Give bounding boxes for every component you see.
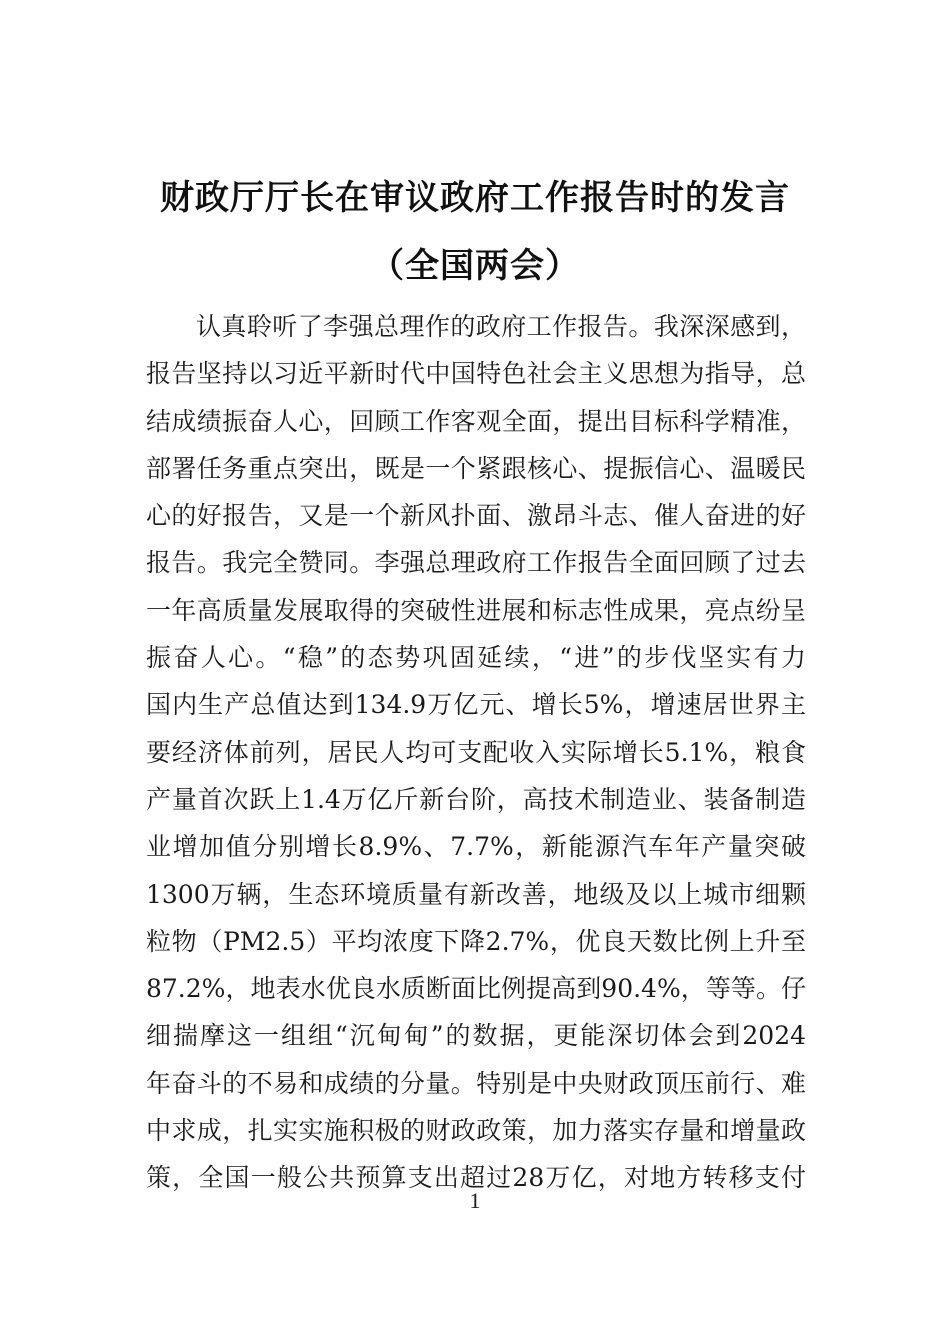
text-line: 要经济体前列，居民人均可支配收入实际增长5.1%，粮食 — [146, 737, 806, 767]
text-line: 产量首次跃上1.4万亿斤新台阶，高技术制造业、装备制造 — [146, 784, 806, 814]
text-line: 87.2%，地表水优良水质断面比例提高到90.4%，等等。仔 — [146, 974, 806, 1004]
text-line: 报告。我完全赞同。李强总理政府工作报告全面回顾了过去 — [146, 548, 806, 578]
text-line: 策，全国一般公共预算支出超过28万亿，对地方转移支付 — [146, 1163, 806, 1193]
text-line: 心的好报告，又是一个新风扑面、激昂斗志、催人奋进的好 — [146, 501, 806, 531]
text-line: 一年高质量发展取得的突破性进展和标志性成果，亮点纷呈 — [146, 595, 806, 625]
text-line: 中求成，扎实实施积极的财政政策，加力落实存量和增量政 — [146, 1116, 806, 1146]
text-line: 结成绩振奋人心，回顾工作客观全面，提出目标科学精准， — [146, 406, 806, 436]
document-subtitle: （全国两会） — [370, 246, 580, 286]
text-line: 粒物（PM2.5）平均浓度下降2.7%，优良天数比例上升至 — [146, 926, 806, 956]
text-line: 国内生产总值达到134.9万亿元、增长5%，增速居世界主 — [146, 690, 806, 720]
text-line: 认真聆听了李强总理作的政府工作报告。我深深感到， — [196, 312, 806, 341]
text-line: 业增加值分别增长8.9%、7.7%，新能源汽车年产量突破 — [146, 832, 806, 862]
text-line: 1300万辆，生态环境质量有新改善，地级及以上城市细颗 — [146, 879, 806, 909]
body-paragraph — [146, 303, 806, 1202]
document-title: 财政厅厅长在审议政府工作报告时的发言 — [160, 178, 790, 218]
text-line: 振奋人心。“稳”的态势巩固延续，“进”的步伐坚实有力 — [146, 643, 806, 673]
page-number: 1 — [469, 1188, 481, 1213]
text-line: 部署任务重点突出，既是一个紧跟核心、提振信心、温暖民 — [146, 453, 806, 483]
text-line: 年奋斗的不易和成绩的分量。特别是中央财政顶压前行、难 — [146, 1068, 806, 1098]
text-line: 细揣摩这一组组“沉甸甸”的数据，更能深切体会到2024 — [146, 1021, 806, 1051]
text-line: 报告坚持以习近平新时代中国特色社会主义思想为指导，总 — [146, 359, 806, 389]
